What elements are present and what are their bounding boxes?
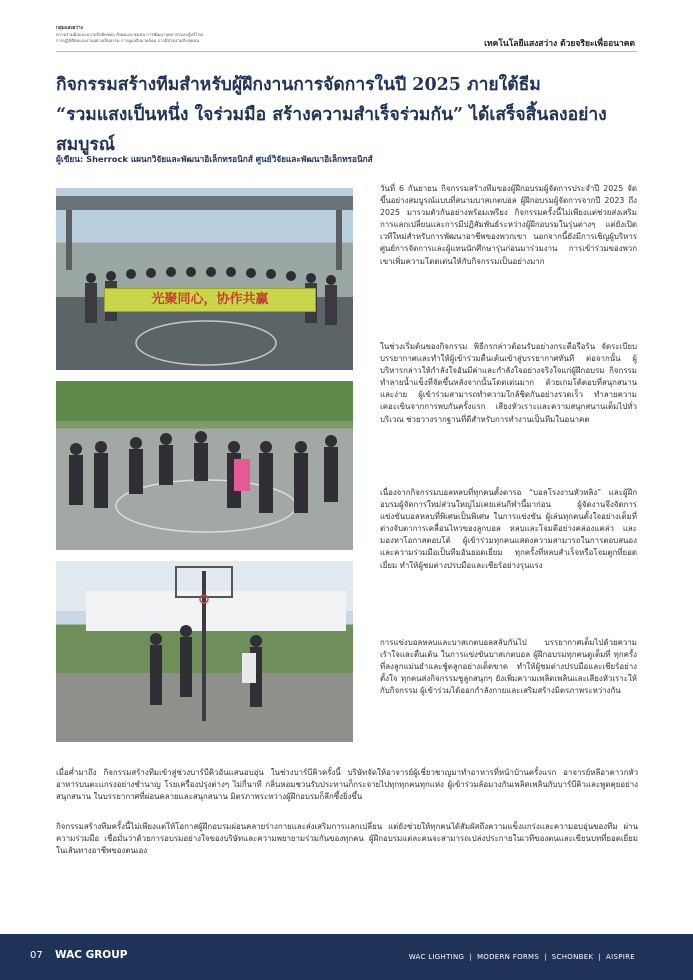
paragraph-6: กิจกรรมสร้างทีมครั้งนี้ไม่เพียงแต่ให้โอกาสผู้ฝึกอบรมผ่อนคลายร่างกายและส่งเสริมการแลกเปลี่ยน แต่ยังช่วยให้ทุกคนได้สัมผัสถึงความแข็งแกร่งและความอบอุ่นของทีม ผ่านความร่วมมือ เชื่อมั่นว่าด้วยการอบรมอย่างใจของบริษัทและความพยายามร่วมกันของทุกคน ผู้ฝึกอบรมแต่ละคนจะสามารถเปล่งประกายในเวทีของตนและเขียนบทที่ยอดเยี่ยมในเส้นทางอาชีพของตนเอง	[56, 822, 638, 856]
paragraph-3: เนื่องจากกิจกรรมบอลหลบที่ทุกคนตั้งตารอ “บอลโรงงานหัวหลิง” และผู้ฝึกอบรมผู้จัดการใหม่ส่วนใหญ่ไม่เคยเล่นกีฬานี้มาก่อน ผู้จัดงานจึงจัดการแข่งขันบอลหลบที่พิเศษเป็นพิเศษ ในการแข่งขัน ผู้เล่นทุกคนตั้งใจอย่างเต็มที่ ต่างจับตาการเคลื่อนไหวของลูกบอล หลบและโจมตีอย่างคล่องแคล่ว และมองหาโอกาสตอบโต้ ผู้เข้าร่วมทุกคนแสดงความสามารถในการตอบสนองและความร่วมมือเป็นทีมอันยอดเยี่ยม ทุกครั้งที่หลบสำเร็จหรือโจมตูกที่ยอดเยี่ยม ทำให้ผู้ชมต่างปรบมือและเชียร์อย่างรุนแรง	[380, 488, 637, 570]
basketball-photo	[56, 561, 353, 742]
header-slogan: เทคโนโลยีแสงสว่าง ด้วยจริยะเพื่ออนาคต	[484, 39, 635, 49]
header-tags-title: กลุ่มแสงสว่าง	[56, 26, 83, 31]
team-banner: 光聚同心，协作共赢	[104, 288, 316, 312]
header-divider	[56, 51, 637, 52]
header-tags-line-1: ความร่วมมือและความรับผิดชอบ สังคมและชุมชน การพัฒนาบุคลากรและผู้บริโภค	[56, 32, 204, 37]
circle-activity-illustration	[56, 381, 353, 550]
brand-modern-forms: MODERN FORMS	[476, 953, 540, 961]
article-author: ผู้เขียน: Sherrock แผนกวิจัยและพัฒนาอิเล็กทรอนิกส์ ศูนย์วิจัยและพัฒนาอิเล็กทรอนิกส์	[56, 154, 373, 164]
article-title-line-1: กิจกรรมสร้างทีมสำหรับผู้ฝึกงานการจัดการในปี 2025 ภายใต้ธีม	[56, 75, 541, 95]
article-title-line-2: “รวมแสงเป็นหนึ่ง ใจร่วมมือ สร้างความสำเร็จร่วมกัน” ได้เสร็จสิ้นลงอย่างสมบูรณ์	[56, 105, 607, 155]
paragraph-1: วันที่ 6 กันยายน กิจกรรมสร้างทีมของผู้ฝึกอบรมผู้จัดการประจำปี 2025 จัดขึ้นอย่างสมบูรณ์แบบที่สนามบาสเกตบอล ผู้ฝึกอบรมผู้จัดการจากปี 2023 ถึง 2025 มารวมตัวกันอย่างพร้อมเพรียง กิจกรรมครั้งนี้ไม่เพียงแต่ช่วยส่งเสริมการแลกเปลี่ยนและการมีปฏิสัมพันธ์ระหว่างผู้ฝึกอบรมในรุ่นต่างๆ แต่ยังเปิดเวทีใหม่สำหรับการพัฒนาอาชีพของพวกเขา นอกจากนี้ยังมีการเชิญผู้บริหารศูนย์การจัดการและผู้แทนนักศึกษารุ่นก่อนมาร่วมงาน การเข้าร่วมของพวกเขาเพิ่มความโดดเด่นให้กับกิจกรรมเป็นอย่างมาก	[380, 184, 637, 266]
wac-group-logo: WAC GROUP	[55, 949, 128, 961]
article-title	[56, 70, 646, 160]
basketball-illustration	[56, 561, 353, 742]
brand-wac-lighting: WAC LIGHTING	[408, 953, 465, 961]
circle-activity-photo	[56, 381, 353, 550]
header-tags	[56, 26, 296, 44]
page-number: 07	[30, 950, 43, 961]
paragraph-2: ในช่วงเริ่มต้นของกิจกรรม พิธีกรกล่าวต้อนรับอย่างกระตือรือร้น จัดระเบียบบรรยากาศและทำให้ผู้เข้าร่วมตื่นเต้นเข้าสู่บรรยากาศทันที ต่อจากนั้น ผู้บริหารกล่าวให้กำลังใจอันมีค่าและกำลังใจอย่างจริงใจแก่ผู้ฝึกอบรม กิจกรรมทำลายน้ำแข็งที่จัดขึ้นหลังจากนั้นโดดเด่นมาก ด้วยเกมโต้ตอบที่สนุกสนานและง่าย ผู้เข้าร่วมสามารถทำความใกล้ชิดกันอย่างรวดเร็ว ทำลายความเคอะเขินจากการพบกันครั้งแรก เสียงหัวเราะและความสนุกสนานเต็มไปทั่วบริเวณ ช่วยวางรากฐานที่ดีสำหรับการทำงานเป็นทีมในอนาคต	[380, 342, 637, 424]
brand-schonbek: SCHONBEK	[551, 953, 594, 961]
brand-list: WAC LIGHTING | MODERN FORMS | SCHONBEK | AISPIRE	[408, 953, 635, 961]
brand-aispire: AISPIRE	[606, 953, 635, 961]
group-photo-illustration	[56, 188, 353, 370]
paragraph-5: เมื่อค่ำมาถึง กิจกรรมสร้างทีมเข้าสู่ช่วงบาร์บีคิวอันแสนอบอุ่น ในช่วงบาร์บีคิวครั้งนี้ บริษัทจัดให้อาจารย์ผู้เชี่ยวชาญมาทำอาหารที่หน้าบ้านครั้งแรก อาจารย์หลีอาคาวกหัวอาหารบนตะแกรงอย่างชำนาญ โรยเครื่องปรุงต่างๆ ไม่กี่นาที กลิ่นหอมชวนรับประทานก็กระจายไปทุกทุกคนทุกแห่ง ผู้เข้าร่วมล้อมวงกันเพลิดเพลินกับบาร์บีคิวและพูดคุยอย่างสนุกสนาน ในบรรยากาศที่ผ่อนคลายและสนุกสนาน มิตรภาพระหว่างผู้ฝึกอบรมก็ลึกซึ้งยิ่งขึ้น	[56, 768, 638, 802]
header-tags-line-2: การปฏิบัติต่อแรงงานอย่างเป็นธรรม การดูแลสิ่งแวดล้อม การมีส่วนร่วมกับชุมชน	[56, 38, 200, 43]
page-footer	[0, 934, 693, 980]
paragraph-4: การแข่งบอลหลบและบาสเกตบอลสลับกันไป บรรยากาศเต็มไปด้วยความเร้าใจและตื่นเต้น ในการแข่งขันบาสเกตบอล ผู้ฝึกอบรมทุกคนดูเต็มที่ ทุกครั้งที่ลงลูกแม่นยำและชู้ตลูกอย่างเด็ดขาด ทำให้ผู้ชมต่างปรบมือและเชียร์อย่างตั้งใจ ทุกคนส่งกิจกรรมชูลูกสนุกๆ ยังเพิ่มความเพลิดเพลินและเสียงหัวเราะให้กับกิจกรรม ผู้เข้าร่วมได้ออกกำลังกายและเสริมสร้างมิตรภาพระหว่างกัน	[380, 638, 637, 696]
group-photo-with-banner	[56, 188, 353, 370]
